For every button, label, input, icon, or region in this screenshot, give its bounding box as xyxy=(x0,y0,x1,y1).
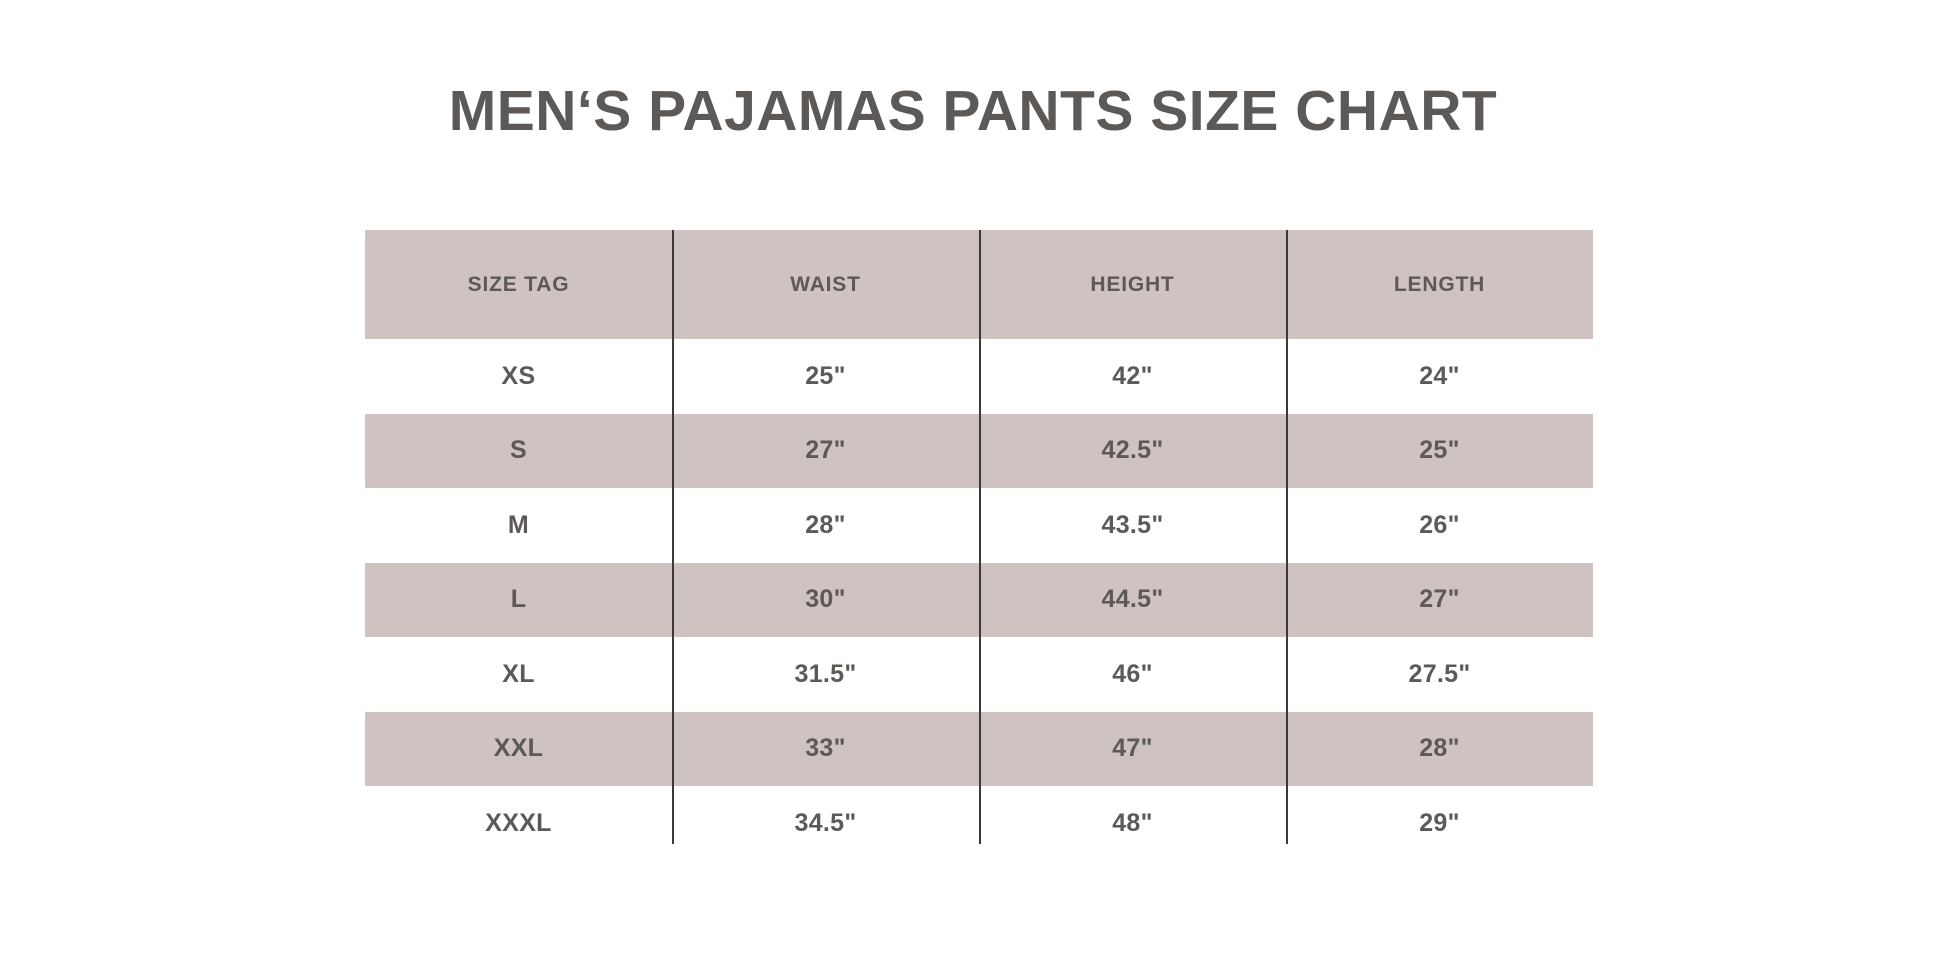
cell-waist: 31.5" xyxy=(672,637,979,712)
cell-waist: 30" xyxy=(672,563,979,638)
column-header-length: LENGTH xyxy=(1286,230,1593,339)
cell-size-tag: XL xyxy=(365,637,672,712)
page-title: MEN‘S PAJAMAS PANTS SIZE CHART xyxy=(448,79,1498,143)
cell-size-tag: L xyxy=(365,563,672,638)
cell-length: 29" xyxy=(1286,786,1593,861)
cell-size-tag: M xyxy=(365,488,672,563)
size-table-container xyxy=(365,230,1593,861)
cell-height: 46" xyxy=(979,637,1286,712)
cell-waist: 27" xyxy=(672,414,979,489)
column-divider-3 xyxy=(1286,230,1288,844)
cell-length: 26" xyxy=(1286,488,1593,563)
cell-size-tag: S xyxy=(365,414,672,489)
cell-length: 25" xyxy=(1286,414,1593,489)
cell-size-tag: XXL xyxy=(365,712,672,787)
column-header-height: HEIGHT xyxy=(979,230,1286,339)
column-divider-2 xyxy=(979,230,981,844)
cell-height: 47" xyxy=(979,712,1286,787)
cell-size-tag: XS xyxy=(365,339,672,414)
cell-height: 43.5" xyxy=(979,488,1286,563)
column-divider-1 xyxy=(672,230,674,844)
cell-size-tag: XXXL xyxy=(365,786,672,861)
cell-waist: 28" xyxy=(672,488,979,563)
column-header-size-tag: SIZE TAG xyxy=(365,230,672,339)
cell-height: 42" xyxy=(979,339,1286,414)
cell-waist: 25" xyxy=(672,339,979,414)
cell-length: 24" xyxy=(1286,339,1593,414)
cell-height: 48" xyxy=(979,786,1286,861)
cell-height: 42.5" xyxy=(979,414,1286,489)
cell-waist: 34.5" xyxy=(672,786,979,861)
cell-waist: 33" xyxy=(672,712,979,787)
cell-height: 44.5" xyxy=(979,563,1286,638)
cell-length: 28" xyxy=(1286,712,1593,787)
column-header-waist: WAIST xyxy=(672,230,979,339)
cell-length: 27" xyxy=(1286,563,1593,638)
cell-length: 27.5" xyxy=(1286,637,1593,712)
